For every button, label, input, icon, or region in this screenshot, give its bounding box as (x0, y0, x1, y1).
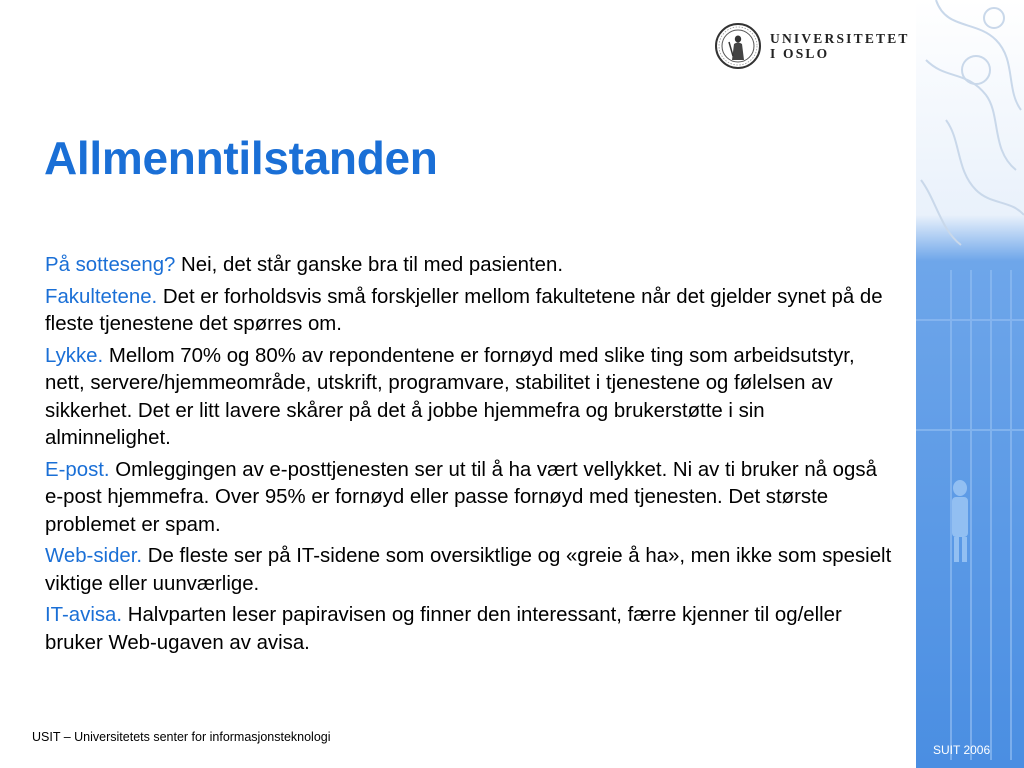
paragraph-text: Nei, det står ganske bra til med pasienten. (181, 254, 564, 276)
paragraph-lykke (45, 343, 895, 453)
paragraph-itavisa (45, 602, 895, 657)
footer-organization: USIT – Universitetets senter for informasjonsteknologi (32, 730, 331, 744)
paragraph-sotteseng (45, 252, 895, 280)
sidebar-decoration (916, 0, 1024, 768)
paragraph-lead: Fakultetene. (45, 285, 158, 308)
slide-body (45, 252, 895, 661)
paragraph-text: De fleste ser på IT-sidene som oversiktlige og «greie å ha», men ikke som spesielt viktige eller uunværlige. (45, 545, 892, 595)
paragraph-epost (45, 457, 895, 540)
paragraph-lead: IT-avisa. (45, 604, 123, 626)
paragraph-text: Omleggingen av e-posttjenesten ser ut til å ha vært vellykket. Ni av ti bruker nå også e-post hjemmefra. Over 95% er fornøyd eller passe fornøyd med tjenesten. Det største problemet er spam. (45, 458, 877, 536)
paragraph-text: Mellom 70% og 80% av repondentene er fornøyd med slike ting som arbeidsutstyr, nett, servere/hjemmeområde, utskrift, programvare, stabilitet i tjenestene og følelsen av sikkerhet. Det er litt lavere skårer på det å jobbe hjemmefra og brukerstøtte i sin alminnelighet. (45, 344, 855, 449)
slide-title: Allmenntilstanden (44, 132, 438, 184)
paragraph-text: Halvparten leser papiravisen og finner den interessant, færre kjenner til og/eller bruker Web-ugaven av avisa. (45, 604, 842, 654)
university-seal-icon (714, 22, 762, 70)
paragraph-lead: Lykke. (45, 344, 104, 367)
paragraph-lead: På sotteseng? (45, 254, 176, 276)
paragraph-websider (45, 543, 895, 598)
university-logo (714, 20, 910, 72)
paragraph-fakultetene (45, 284, 895, 339)
paragraph-lead: Web-sider. (45, 545, 143, 567)
footer-slide-label: SUIT 2006 (933, 743, 991, 757)
logo-line-2: I OSLO (770, 46, 830, 61)
university-name (770, 31, 910, 61)
logo-line-1: UNIVERSITETET (770, 31, 910, 46)
paragraph-text: Det er forholdsvis små forskjeller mellom fakultetene når det gjelder synet på de fleste tjenestene det spørres om. (45, 285, 883, 335)
paragraph-lead: E-post. (45, 458, 110, 481)
sidebar-artwork (916, 0, 1024, 768)
